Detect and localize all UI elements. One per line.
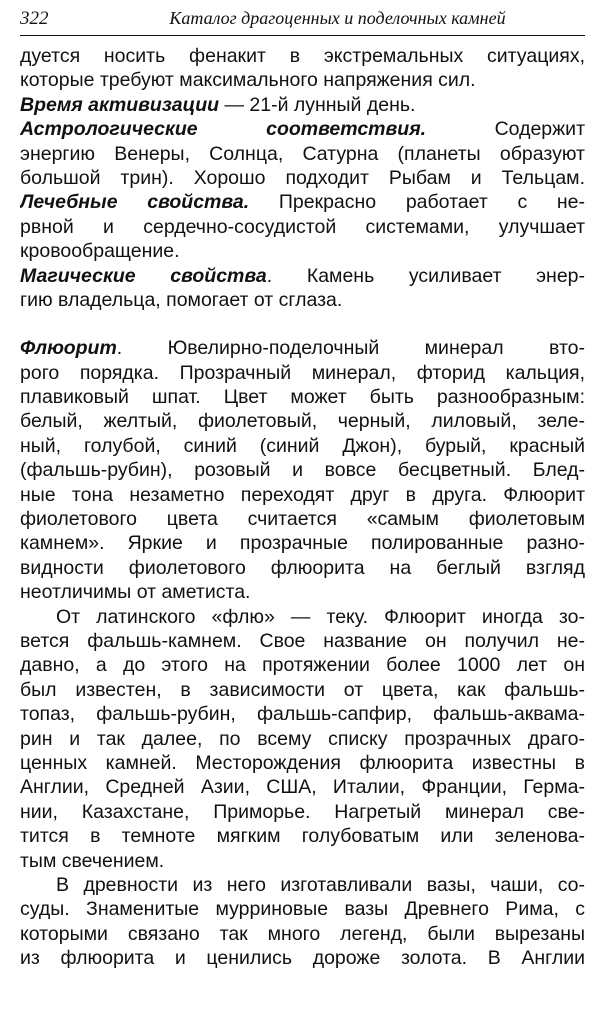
line-text: вется фальшь-камнем. Свое название он получил не- xyxy=(20,629,585,652)
line-text: видности фиолетового флюорита на беглый взгляд xyxy=(20,556,585,579)
text-line xyxy=(20,93,585,117)
text-line xyxy=(20,727,585,751)
text-line xyxy=(20,507,585,531)
line-text: гию владельца, помогает от сглаза. xyxy=(20,288,343,311)
line-text: белый, желтый, фиолетовый, черный, лиловый, зеле- xyxy=(20,410,585,433)
line-text: рин и так далее, по всему списку прозрачных драго- xyxy=(20,727,585,750)
line-text: рого порядка. Прозрачный минерал, фторид кальция, xyxy=(20,361,585,384)
line-text: кровообращение. xyxy=(20,240,180,263)
line-text: Англии, Средней Азии, США, Италии, Франции, Герма- xyxy=(20,776,585,799)
line-text: . Камень усиливает энер- xyxy=(266,264,585,287)
line-text: ный, голубой, синий (синий Джон), бурый, красный xyxy=(20,434,585,457)
text-line xyxy=(20,922,585,946)
line-text: дуется носить фенакит в экстремальных ситуациях, xyxy=(20,45,585,67)
line-text: из флюорита и ценились дороже золота. В Англии xyxy=(20,947,585,970)
line-text: энергию Венеры, Солнца, Сатурна (планеты образуют xyxy=(20,142,585,165)
term-heading: Лечебные свойства. xyxy=(20,191,250,214)
text-line xyxy=(20,946,585,970)
text-line xyxy=(20,458,585,482)
text-line xyxy=(20,288,585,312)
line-text: . Ювелирно-поделочный минерал вто- xyxy=(116,337,585,360)
line-text: Прекрасно работает с не- xyxy=(249,191,585,214)
line-text: рвной и сердечно-сосудистой системами, улучшает xyxy=(20,215,585,238)
text-line xyxy=(20,824,585,848)
line-text: В древности из него изготавливали вазы, чаши, со- xyxy=(56,873,585,896)
line-text: суды. Знаменитые мурриновые вазы Древнего Рима, с xyxy=(20,898,585,921)
text-line xyxy=(20,678,585,702)
text-line xyxy=(20,68,585,92)
text-line xyxy=(20,361,585,385)
text-line xyxy=(20,580,585,604)
text-line xyxy=(20,873,585,897)
text-line xyxy=(20,556,585,580)
line-text: плавиковый шпат. Цвет может быть разнообразным: xyxy=(20,386,585,409)
line-text: большой трин). Хорошо подходит Рыбам и Тельцам. xyxy=(20,166,585,189)
line-text: тится в темноте мягким голубоватым или зеленова- xyxy=(20,825,585,848)
line-text: был известен, в зависимости от цвета, как фальшь- xyxy=(20,678,585,701)
text-line xyxy=(20,653,585,677)
book-page xyxy=(20,8,585,970)
line-text: неотличимы от аметиста. xyxy=(20,581,251,604)
text-line xyxy=(20,44,585,68)
term-heading: Время активизации xyxy=(20,93,220,116)
line-text: ценных камней. Месторождения флюорита известны в xyxy=(20,751,585,774)
text-line xyxy=(20,605,585,629)
text-line xyxy=(20,215,585,239)
line-text: (фальшь-рубин), розовый и вовсе бесцветный. Блед- xyxy=(20,459,585,482)
text-line xyxy=(20,117,585,141)
text-line xyxy=(20,336,585,360)
line-text: камнем». Яркие и прозрачные полированные разно- xyxy=(20,532,585,555)
text-line xyxy=(20,239,585,263)
text-line xyxy=(20,264,585,288)
line-text: которые требуют максимального напряжения сил. xyxy=(20,69,476,92)
text-line xyxy=(20,897,585,921)
text-line xyxy=(20,434,585,458)
line-text: ные тона незаметно переходят друг в друга. Флюорит xyxy=(20,483,585,506)
text-line xyxy=(20,166,585,190)
text-line xyxy=(20,190,585,214)
line-text: — 21-й лунный день. xyxy=(219,93,416,116)
text-line xyxy=(20,775,585,799)
running-title: Каталог драгоценных и поделочных камней xyxy=(169,8,506,28)
text-line xyxy=(20,800,585,824)
text-line xyxy=(20,385,585,409)
term-heading: Флюорит xyxy=(20,337,117,360)
text-line xyxy=(20,629,585,653)
line-text: От латинского «флю» — теку. Флюорит иногда зо- xyxy=(56,605,585,628)
text-line xyxy=(20,849,585,873)
line-text: давно, а до этого на протяжении более 1000 лет он xyxy=(20,654,585,677)
term-heading: Магические свойства xyxy=(20,264,267,287)
page-number: 322 xyxy=(20,8,49,29)
line-text: тым свечением. xyxy=(20,849,165,872)
line-text: топаз, фальшь-рубин, фальшь-сапфир, фальшь-аквама- xyxy=(20,703,585,726)
text-line xyxy=(20,531,585,555)
line-text: Содержит xyxy=(426,118,585,141)
line-text: фиолетового цвета считается «самым фиолетовым xyxy=(20,508,585,531)
text-line xyxy=(20,702,585,726)
body-text xyxy=(20,44,585,970)
line-text: нии, Казахстане, Приморье. Нагретый минерал све- xyxy=(20,800,585,823)
text-line xyxy=(20,483,585,507)
text-line xyxy=(20,142,585,166)
term-heading: Астрологические соответствия. xyxy=(20,118,427,141)
running-header xyxy=(20,8,585,36)
text-line xyxy=(20,751,585,775)
text-line xyxy=(20,409,585,433)
line-text: которыми связано так много легенд, были вырезаны xyxy=(20,922,585,945)
